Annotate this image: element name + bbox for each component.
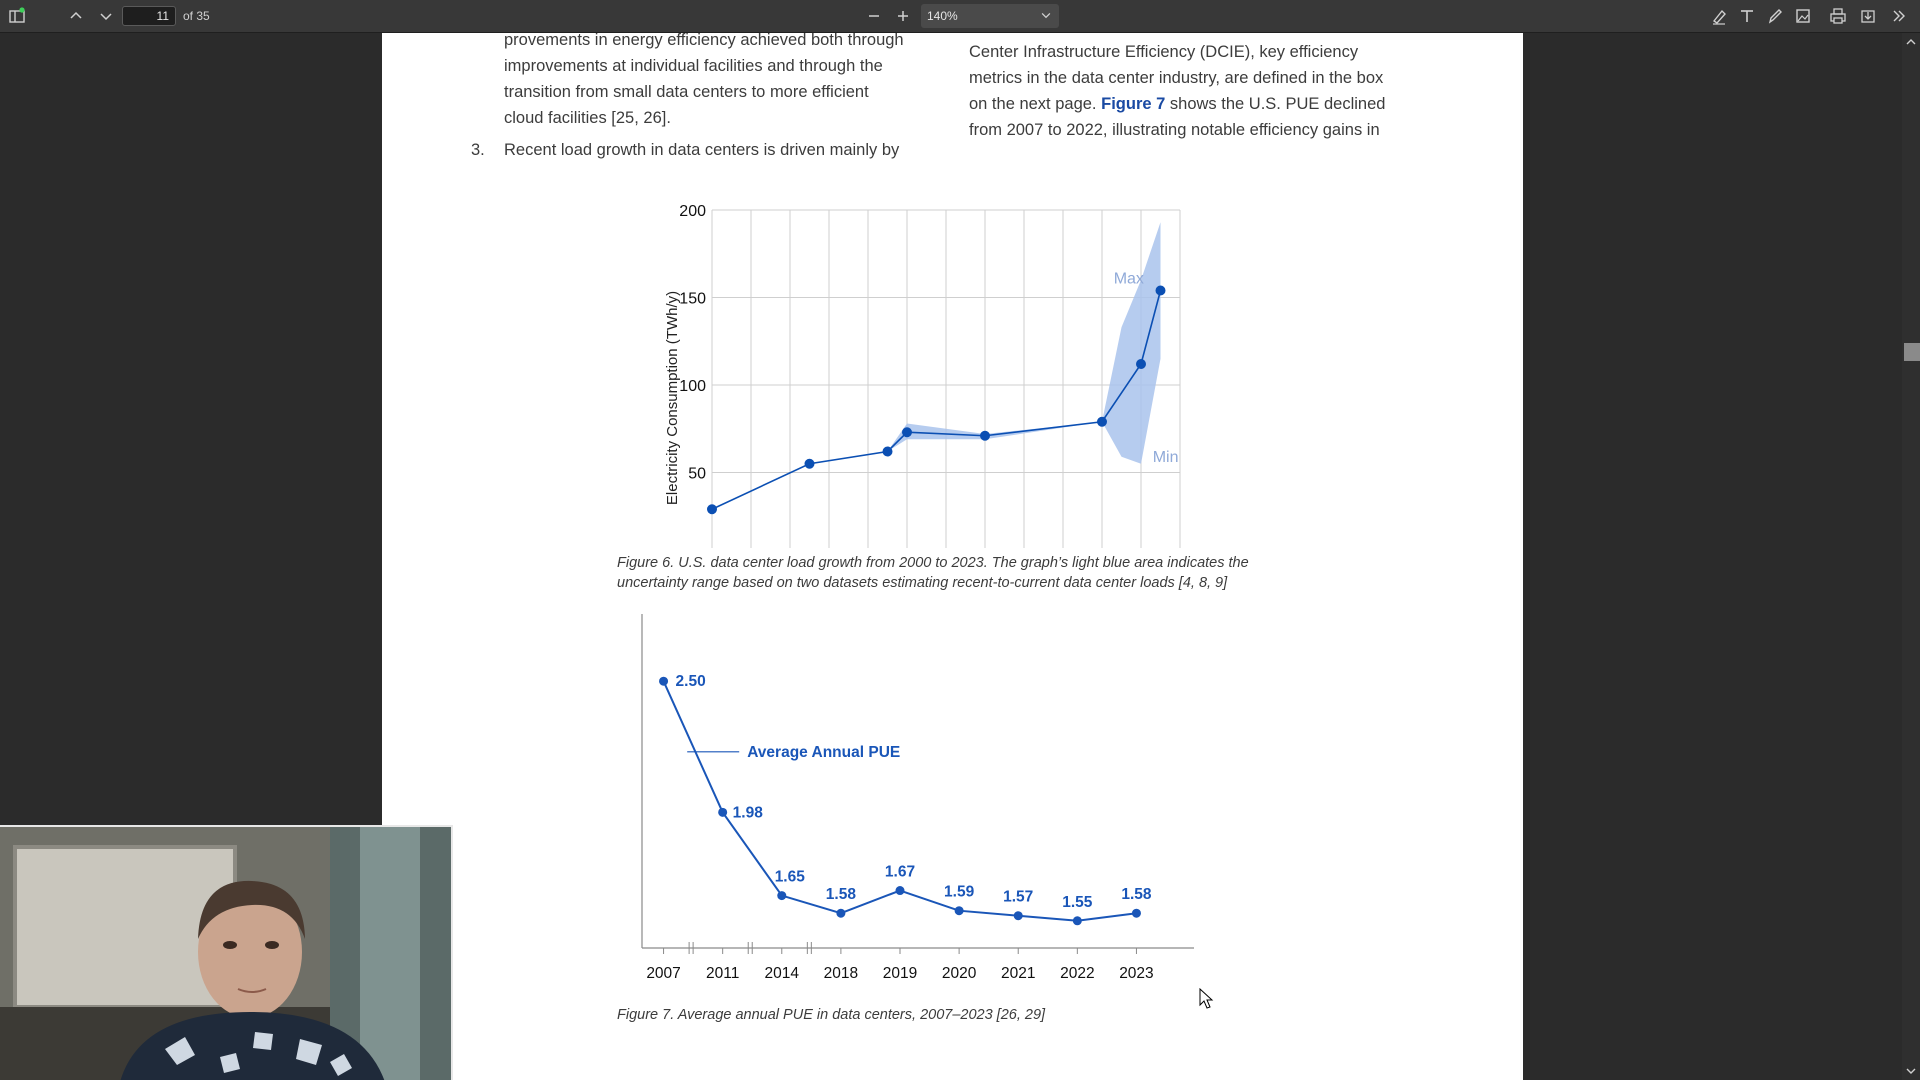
- scrollbar-thumb[interactable]: [1904, 343, 1920, 361]
- y-tick-label: 200: [679, 203, 706, 220]
- data-point: [1097, 417, 1107, 427]
- figure-6-caption-line-2: uncertainty range based on two datasets estimating recent-to-current data center loads [4, 8, 9]: [617, 575, 1228, 591]
- list-item-number: 3.: [471, 141, 485, 159]
- data-point: [883, 447, 893, 457]
- figure-6-chart: [612, 158, 1312, 548]
- webcam-overlay: [0, 825, 453, 1080]
- pue-point: [1073, 916, 1082, 925]
- band-max-label: Max: [1113, 270, 1144, 288]
- zoom-out-icon[interactable]: [862, 4, 886, 28]
- mouse-cursor-icon: [1199, 988, 1215, 1010]
- pue-point: [836, 909, 845, 918]
- sidebar-toggle-icon[interactable]: [5, 4, 29, 28]
- y-tick-label: 100: [679, 378, 706, 395]
- scroll-up-icon[interactable]: [1902, 35, 1920, 49]
- next-page-icon[interactable]: [94, 4, 118, 28]
- pue-value-label: 2.50: [675, 673, 706, 691]
- document-page: [382, 33, 1523, 1080]
- y-tick-label: 150: [679, 290, 706, 308]
- pue-value-label: 1.57: [1003, 888, 1034, 906]
- figure-6-y-axis-label: Electricity Consumption (TWh/y): [664, 290, 681, 506]
- more-tools-icon[interactable]: [1887, 4, 1911, 28]
- x-tick-label: 2018: [823, 965, 859, 982]
- draw-icon[interactable]: [1763, 4, 1787, 28]
- data-point: [805, 459, 815, 469]
- pue-point: [718, 808, 727, 817]
- pue-line: [664, 681, 1137, 921]
- pue-value-label: 1.58: [1121, 886, 1152, 904]
- left-text-line-3: transition from small data centers to more efficient: [504, 83, 869, 101]
- pue-value-label: 1.65: [774, 868, 805, 886]
- right-text-line-3-start: on the next page.: [969, 95, 1097, 113]
- save-icon[interactable]: [1856, 4, 1880, 28]
- data-point: [902, 427, 912, 437]
- x-tick-label: 2007: [646, 965, 681, 982]
- left-text-line-4: cloud facilities [25, 26].: [504, 109, 671, 127]
- scroll-down-icon[interactable]: [1902, 1064, 1920, 1078]
- right-text-line-3-end: shows the U.S. PUE declined: [1169, 95, 1386, 113]
- x-tick-label: 2021: [1000, 965, 1036, 982]
- toolbar: [0, 0, 1920, 33]
- list-item-text: Recent load growth in data centers is driven mainly by: [504, 141, 900, 159]
- x-tick-label: 2014: [764, 965, 800, 982]
- figure-7-caption: Figure 7. Average annual PUE in data centers, 2007–2023 [26, 29]: [617, 1007, 1046, 1023]
- zoom-select[interactable]: [921, 4, 1059, 28]
- right-text-line-4: from 2007 to 2022, illustrating notable efficiency gains in: [969, 121, 1380, 139]
- band-min-label: Min: [1152, 449, 1179, 466]
- previous-page-icon[interactable]: [64, 4, 88, 28]
- highlight-icon[interactable]: [1707, 4, 1731, 28]
- pue-point: [1014, 911, 1023, 920]
- pue-value-label: 1.58: [825, 886, 856, 904]
- x-tick-label: 2023: [1119, 965, 1154, 982]
- left-text-line-2: improvements at individual facilities and through the: [504, 57, 883, 75]
- pue-point: [777, 891, 786, 900]
- right-text-line-2: metrics in the data center industry, are defined in the box: [969, 69, 1384, 87]
- vertical-scrollbar[interactable]: [1902, 33, 1920, 1080]
- zoom-in-icon[interactable]: [891, 4, 915, 28]
- text-tool-icon[interactable]: [1735, 4, 1759, 28]
- data-point: [707, 504, 717, 514]
- right-text-line-3: [969, 91, 1385, 117]
- pue-point: [659, 677, 668, 686]
- x-tick-label: 2022: [1060, 965, 1095, 982]
- pue-value-label: 1.67: [884, 863, 916, 881]
- chevron-down-icon: [1039, 8, 1053, 22]
- data-point: [1156, 286, 1166, 296]
- pue-point: [896, 886, 905, 895]
- page-number-input[interactable]: [122, 6, 176, 26]
- x-tick-label: 2011: [705, 965, 740, 982]
- right-text-line-1: Center Infrastructure Efficiency (DCIE), key efficiency: [969, 43, 1359, 61]
- pue-point: [955, 906, 964, 915]
- figure-7-chart: [612, 608, 1312, 988]
- data-point: [1136, 359, 1146, 369]
- series-line: [712, 291, 1161, 510]
- pue-point: [1132, 909, 1141, 918]
- series-label: Average Annual PUE: [747, 743, 901, 761]
- y-tick-label: 50: [688, 465, 706, 483]
- left-text-line-1: provements in energy efficiency achieved both through: [504, 33, 904, 49]
- x-tick-label: 2020: [941, 965, 977, 982]
- figure-6-caption-line-1: Figure 6. U.S. data center load growth from 2000 to 2023. The graph’s light blue area indicates the: [617, 555, 1249, 571]
- pue-value-label: 1.55: [1062, 893, 1093, 911]
- pue-value-label: 1.98: [732, 804, 763, 822]
- zoom-value: 140%: [927, 9, 958, 23]
- figure-7-link[interactable]: Figure 7: [1101, 95, 1166, 113]
- print-icon[interactable]: [1826, 4, 1850, 28]
- image-icon[interactable]: [1791, 4, 1815, 28]
- presenter-video: [0, 827, 453, 1080]
- data-point: [980, 431, 990, 441]
- pue-value-label: 1.59: [944, 883, 975, 901]
- page-total-label: of 35: [183, 9, 210, 23]
- x-tick-label: 2019: [882, 965, 918, 982]
